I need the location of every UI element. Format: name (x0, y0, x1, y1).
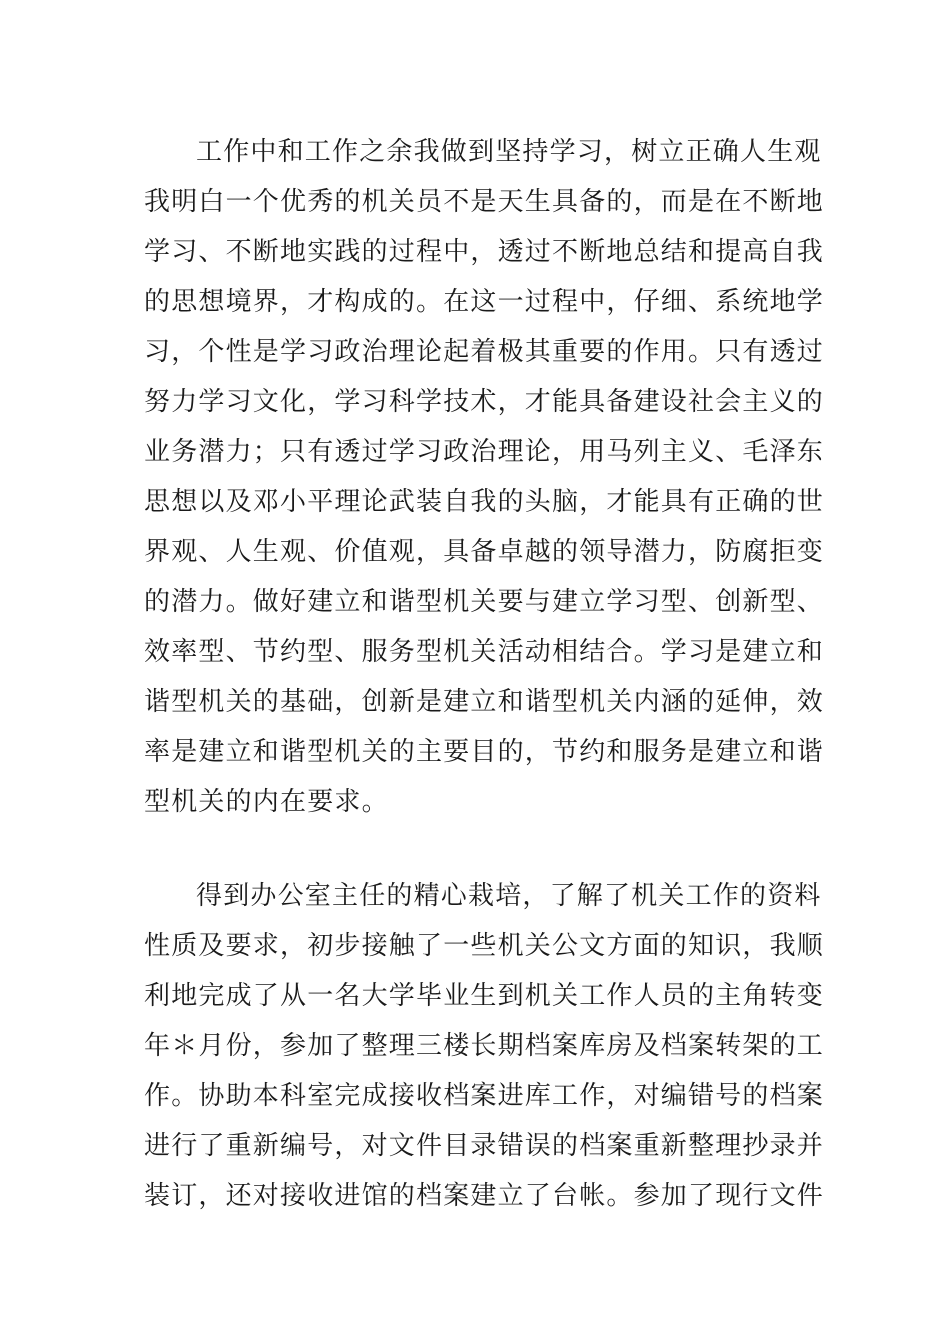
paragraph-2-line-7: 装订，还对接收进馆的档案建立了台帐。参加了现行文件 (144, 1181, 825, 1211)
paragraph-1-line-4: 的思想境界，才构成的。在这一过程中，仔细、系统地学 (144, 287, 825, 317)
paragraph-2-line-6: 进行了重新编号，对文件目录错误的档案重新整理抄录并 (144, 1131, 825, 1161)
paragraph-2-line-1: 得到办公室主任的精心栽培，了解了机关工作的资料 (196, 881, 822, 911)
paragraph-2-line-2: 性质及要求，初步接触了一些机关公文方面的知识，我顺 (144, 931, 825, 961)
paragraph-2-line-4: 年＊月份，参加了整理三楼长期档案库房及档案转架的工 (144, 1031, 825, 1061)
paragraph-1-line-13: 率是建立和谐型机关的主要目的，节约和服务是建立和谐 (144, 737, 825, 767)
paragraph-1-line-14: 型机关的内在要求。 (144, 787, 389, 817)
paragraph-2-line-5: 作。协助本科室完成接收档案进库工作，对编错号的档案 (144, 1081, 825, 1111)
paragraph-1-line-12: 谐型机关的基础，创新是建立和谐型机关内涵的延伸，效 (144, 687, 825, 717)
paragraph-1-line-2: 我明白一个优秀的机关员不是天生具备的，而是在不断地 (144, 187, 825, 217)
paragraph-1-line-7: 业务潜力；只有透过学习政治理论，用马列主义、毛泽东 (144, 437, 825, 467)
paragraph-1-line-3: 学习、不断地实践的过程中，透过不断地总结和提高自我 (144, 237, 825, 267)
paragraph-1-line-10: 的潜力。做好建立和谐型机关要与建立学习型、创新型、 (144, 587, 825, 617)
paragraph-1-line-8: 思想以及邓小平理论武装自我的头脑，才能具有正确的世 (144, 487, 825, 517)
paragraph-1-line-5: 习，个性是学习政治理论起着极其重要的作用。只有透过 (144, 337, 825, 367)
paragraph-1-line-1: 工作中和工作之余我做到坚持学习，树立正确人生观 (196, 137, 822, 167)
paragraph-1-line-11: 效率型、节约型、服务型机关活动相结合。学习是建立和 (144, 637, 825, 667)
paragraph-2-line-3: 利地完成了从一名大学毕业生到机关工作人员的主角转变 (144, 981, 825, 1011)
paragraph-1-line-6: 努力学习文化，学习科学技术，才能具备建设社会主义的 (144, 387, 825, 417)
paragraph-1-line-9: 界观、人生观、价值观，具备卓越的领导潜力，防腐拒变 (144, 537, 825, 567)
